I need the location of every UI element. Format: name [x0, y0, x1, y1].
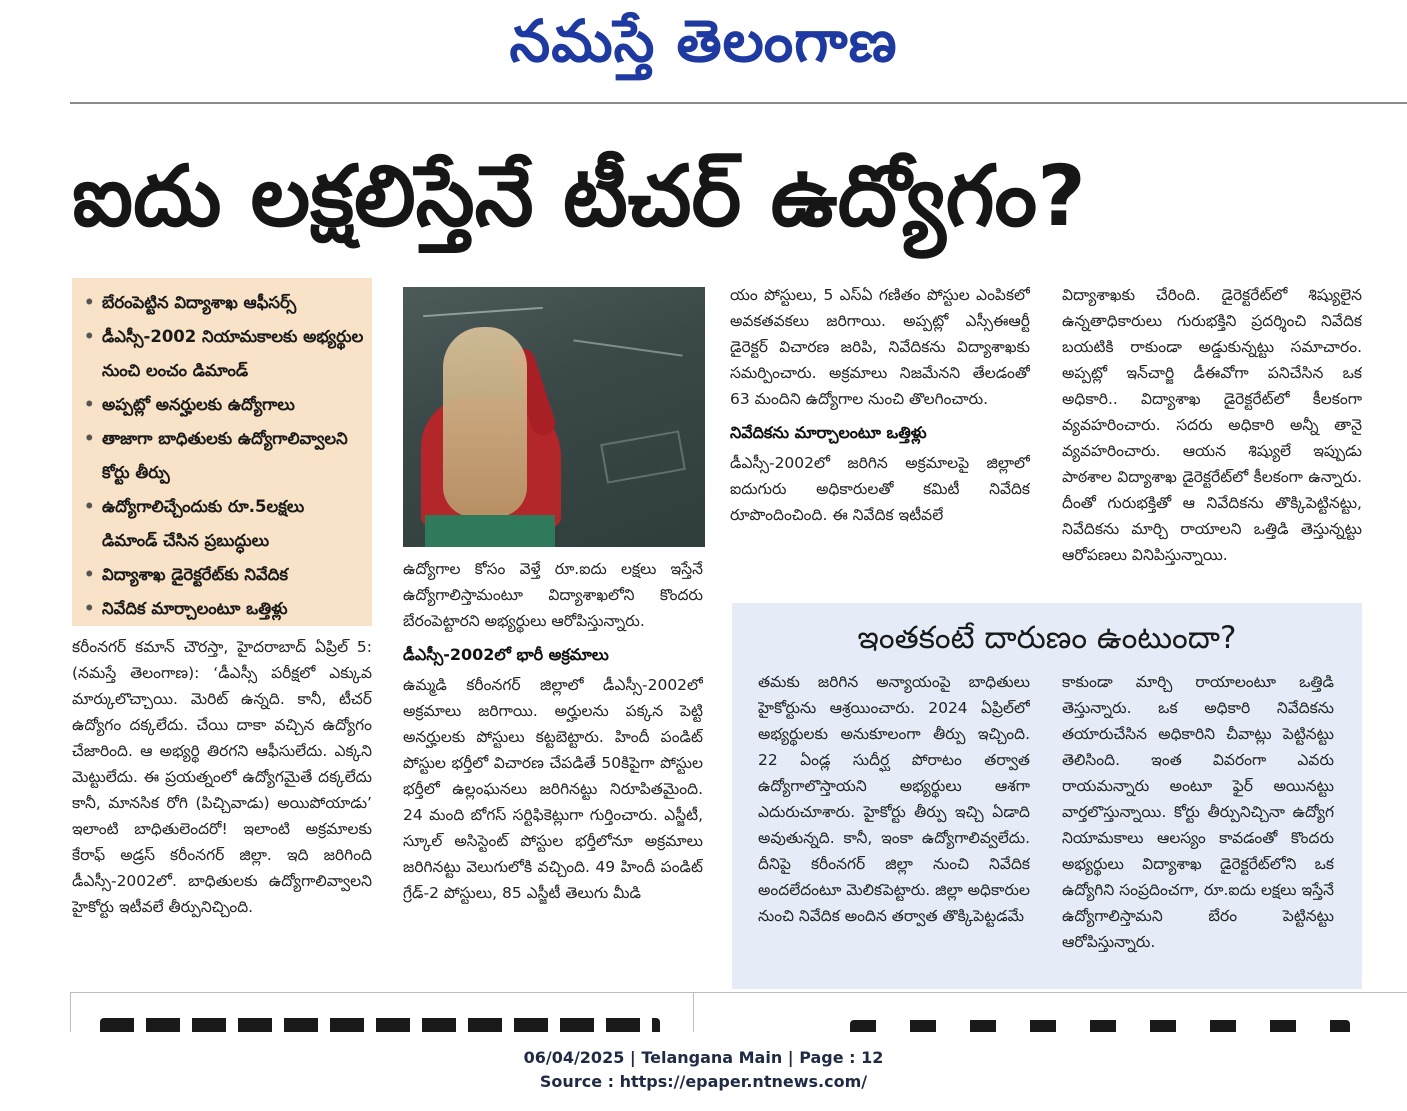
highlight-item: • నివేదిక మార్చాలంటూ ఒత్తిళ్లు	[84, 592, 364, 626]
article-column-1	[72, 634, 372, 970]
highlights-box	[72, 278, 372, 626]
chalk-mark	[573, 339, 682, 356]
highlight-item: • బేరంపెట్టిన విద్యాశాఖ ఆఫీసర్స్	[84, 286, 364, 320]
photo-figure-hair	[443, 327, 527, 517]
top-rule	[70, 102, 1407, 104]
bullet-icon: •	[84, 395, 95, 414]
cropped-next-headline-right	[850, 1006, 1370, 1032]
chalk-mark	[423, 307, 543, 317]
bullet-icon: •	[84, 565, 95, 584]
highlight-item: • అప్పట్లో అనర్హులకు ఉద్యోగాలు	[84, 388, 364, 422]
photo-figure-skirt	[425, 515, 555, 547]
article-paragraph: యం పోస్టులు, 5 ఎస్ఏ గణితం పోస్టుల ఎంపికలో అవకతవకలు జరిగాయి. అప్పట్లో ఎస్సీఈఆర్టీ డైరెక్టర్ విచారణ జరిపి, నివేదికను విద్యాశాఖకు సమర్పించారు. అక్రమాలు నిజమేనని తేలడంతో 63 మందిని ఉద్యోగాల నుంచి తొలగించారు.	[730, 286, 1030, 408]
footer-source: Source : https://epaper.ntnews.com/	[539, 1072, 868, 1091]
article-paragraph: డీఎస్సీ-2002లో జరిగిన అక్రమాలపై జిల్లాలో ఐదుగురు అధికారులతో కమిటీ నివేదిక రూపొందించింది. ఈ నివేదిక ఇటీవలే	[730, 454, 1030, 524]
article-column-4	[1062, 282, 1362, 582]
article-paragraph: కరీంనగర్ కమాన్ చౌరస్తా, హైదరాబాద్ ఏప్రిల్ 5: (నమస్తే తెలంగాణ): ‘డీఎస్సీ పరీక్షలో ఎక్కువ మార్కులొచ్చాయి. మెరిట్ ఉన్నది. కానీ, టీచర్ ఉద్యోగం దక్కలేదు. చేయి దాకా వచ్చిన ఉద్యోగం చేజారింది. ఆ అభ్యర్థి తిరగని ఆఫీసులేదు. ఎక్కని మెట్టులేదు. ఈ ప్రయత్నంలో ఉద్యోగమైతే దక్కలేదు కానీ, మానసిక రోగి (పిచ్చివాడు) అయిపోయాడు’ ఇలాంటి బాధితులెందరో! ఇలాంటి అక్రమాలకు కేరాఫ్ అడ్రస్ కరీంనగర్ జిల్లా. ఇది జరిగింది డీఎస్సీ-2002లో. బాధితులకు ఉద్యోగాలివ్వాలని హైకోర్టు ఇటీవలే తీర్పునిచ్చింది.	[72, 638, 372, 916]
highlight-item: • డీఎస్సీ-2002 నియామకాలకు అభ్యర్థుల నుంచి లంచం డిమాండ్	[84, 320, 364, 388]
article-column-3	[730, 282, 1030, 582]
article-paragraph: ఉద్యోగాల కోసం వెళ్తే రూ.ఐదు లక్షలు ఇస్తేనే ఉద్యోగాలిస్తామంటూ విద్యాశాఖలోని కొందరు బేరంపెట్టారని అభ్యర్థులు ఆరోపిస్తున్నారు.	[403, 560, 703, 630]
highlight-item: • తాజాగా బాధితులకు ఉద్యోగాలివ్వాలని కోర్టు తీర్పు	[84, 422, 364, 490]
highlight-item: • ఉద్యోగాలిచ్చేందుకు రూ.5లక్షలు డిమాండ్ చేసిన ప్రబుద్ధులు	[84, 490, 364, 558]
masthead-logo: నమస్తే తెలంగాణ	[509, 7, 898, 75]
page-footer	[0, 1046, 1407, 1094]
article-paragraph: విద్యాశాఖకు చేరింది. డైరెక్టరేట్‌లో శిష్యులైన ఉన్నతాధికారులు గురుభక్తిని ప్రదర్శించి నివేదిక బయటికి రాకుండా అడ్డుకున్నట్టు సమాచారం. అప్పట్లో ఇన్‌చార్జి డీఈవోగా పనిచేసిన ఒక అధికారి.. విద్యాశాఖ డైరెక్టరేట్‌లో కీలకంగా వ్యవహరించారు. సదరు అధికారి అన్నీ తానై వ్యవహరించారు. ఆయన శిష్యులే ఇప్పుడు పాఠశాల విద్యాశాఖ డైరెక్టరేట్‌లో కీలకంగా ఉన్నారు. దీంతో గురుభక్తితో ఆ నివేదికను తొక్కిపెట్టినట్టు, నివేదికను మార్చి రాయాలని ఒత్తిడి తెస్తున్నట్టు ఆరోపణలు వినిపిస్తున్నాయి.	[1062, 286, 1362, 564]
article-column-2	[403, 556, 703, 972]
section-subhead: డీఎస్సీ-2002లో భారీ అక్రమాలు	[403, 645, 609, 664]
bullet-icon: •	[84, 327, 95, 346]
sidebar-story-column-1: తమకు జరిగిన అన్యాయంపై బాధితులు హైకోర్టును ఆశ్రయించారు. 2024 ఏప్రిల్‌లో అభ్యర్థులకు అనుకూలంగా తీర్పు ఇచ్చింది. 22 ఏండ్ల సుదీర్ఘ పోరాటం తర్వాత ఉద్యోగాలొస్తాయని అభ్యర్థులు ఆశగా ఎదురుచూశారు. హైకోర్టు తీర్పు ఇచ్చి ఏడాది అవుతున్నది. కానీ, ఇంకా ఉద్యోగాలివ్వలేదు. దీనిపై కరీంనగర్ జిల్లా నుంచి నివేదిక అందలేదంటూ మెలికపెట్టారు. జిల్లా అధికారుల నుంచి నివేదిక అందిన తర్వాత తొక్కిపెట్టడమే	[758, 673, 1030, 925]
headline: ఐదు లక్షలిస్తేనే టీచర్ ఉద్యోగం?	[72, 147, 1086, 245]
article-paragraph: ఉమ్మడి కరీంనగర్ జిల్లాలో డీఎస్సీ-2002లో అక్రమాలు జరిగాయి. అర్హులను పక్కన పెట్టి అనర్హులకు పోస్టులు కట్టబెట్టారు. హిందీ పండిట్ పోస్టుల భర్తీలో విచారణ చేపడితే 50కిపైగా పోస్టుల భర్తీలో ఉల్లంఘనలు జరిగినట్టు నిరూపితమైంది. 24 మంది బోగస్ సర్టిఫికెట్లుగా గుర్తించారు. ఎస్జీటీ, స్కూల్ అసిస్టెంట్ పోస్టుల భర్తీలోనూ అక్రమాలు జరిగినట్టు వెలుగులోకి వచ్చింది. 49 హిందీ పండిట్ గ్రేడ్-2 పోస్టులు, 85 ఎస్జీటీ తెలుగు మీడి	[403, 676, 703, 902]
chalk-mark	[600, 430, 686, 483]
footer-date-page: 06/04/2025 | Telangana Main | Page : 12	[523, 1048, 884, 1067]
section-subhead: నివేదికను మార్చాలంటూ ఒత్తిళ్లు	[730, 423, 927, 442]
bullet-icon: •	[84, 497, 95, 516]
highlight-item: • విద్యాశాఖ డైరెక్టరేట్‌కు నివేదిక	[84, 558, 364, 592]
bullet-icon: •	[84, 293, 95, 312]
cropped-next-headline-left	[100, 1004, 680, 1032]
sidebar-story-column-2: కాకుండా మార్చి రాయాలంటూ ఒత్తిడి తెస్తున్నారు. ఒక అధికారి నివేదికను తయారుచేసిన అధికారిని చీవాట్లు పెట్టినట్టు తెలిసింది. ఇంత వివరంగా ఎవరు రాయమన్నారు అంటూ ఫైర్ అయినట్టు వార్తలొస్తున్నాయి. కోర్టు తీర్పునిచ్చినా ఉద్యోగ నియామకాలు ఆలస్యం కావడంతో కొందరు అభ్యర్థులు విద్యాశాఖ డైరెక్టరేట్‌లోని ఒక ఉద్యోగిని సంప్రదించగా, రూ.ఐదు లక్షలు ఇస్తేనే ఉద్యోగాలిస్తామని బేరం పెట్టినట్టు ఆరోపిస్తున్నారు.	[1062, 673, 1334, 951]
sidebar-story-box	[732, 603, 1362, 989]
bullet-icon: •	[84, 429, 95, 448]
teacher-chalkboard-photo	[403, 287, 705, 547]
sidebar-story-title: ఇంతకంటే దారుణం ఉంటుందా?	[857, 620, 1237, 656]
bullet-icon: •	[84, 599, 95, 618]
